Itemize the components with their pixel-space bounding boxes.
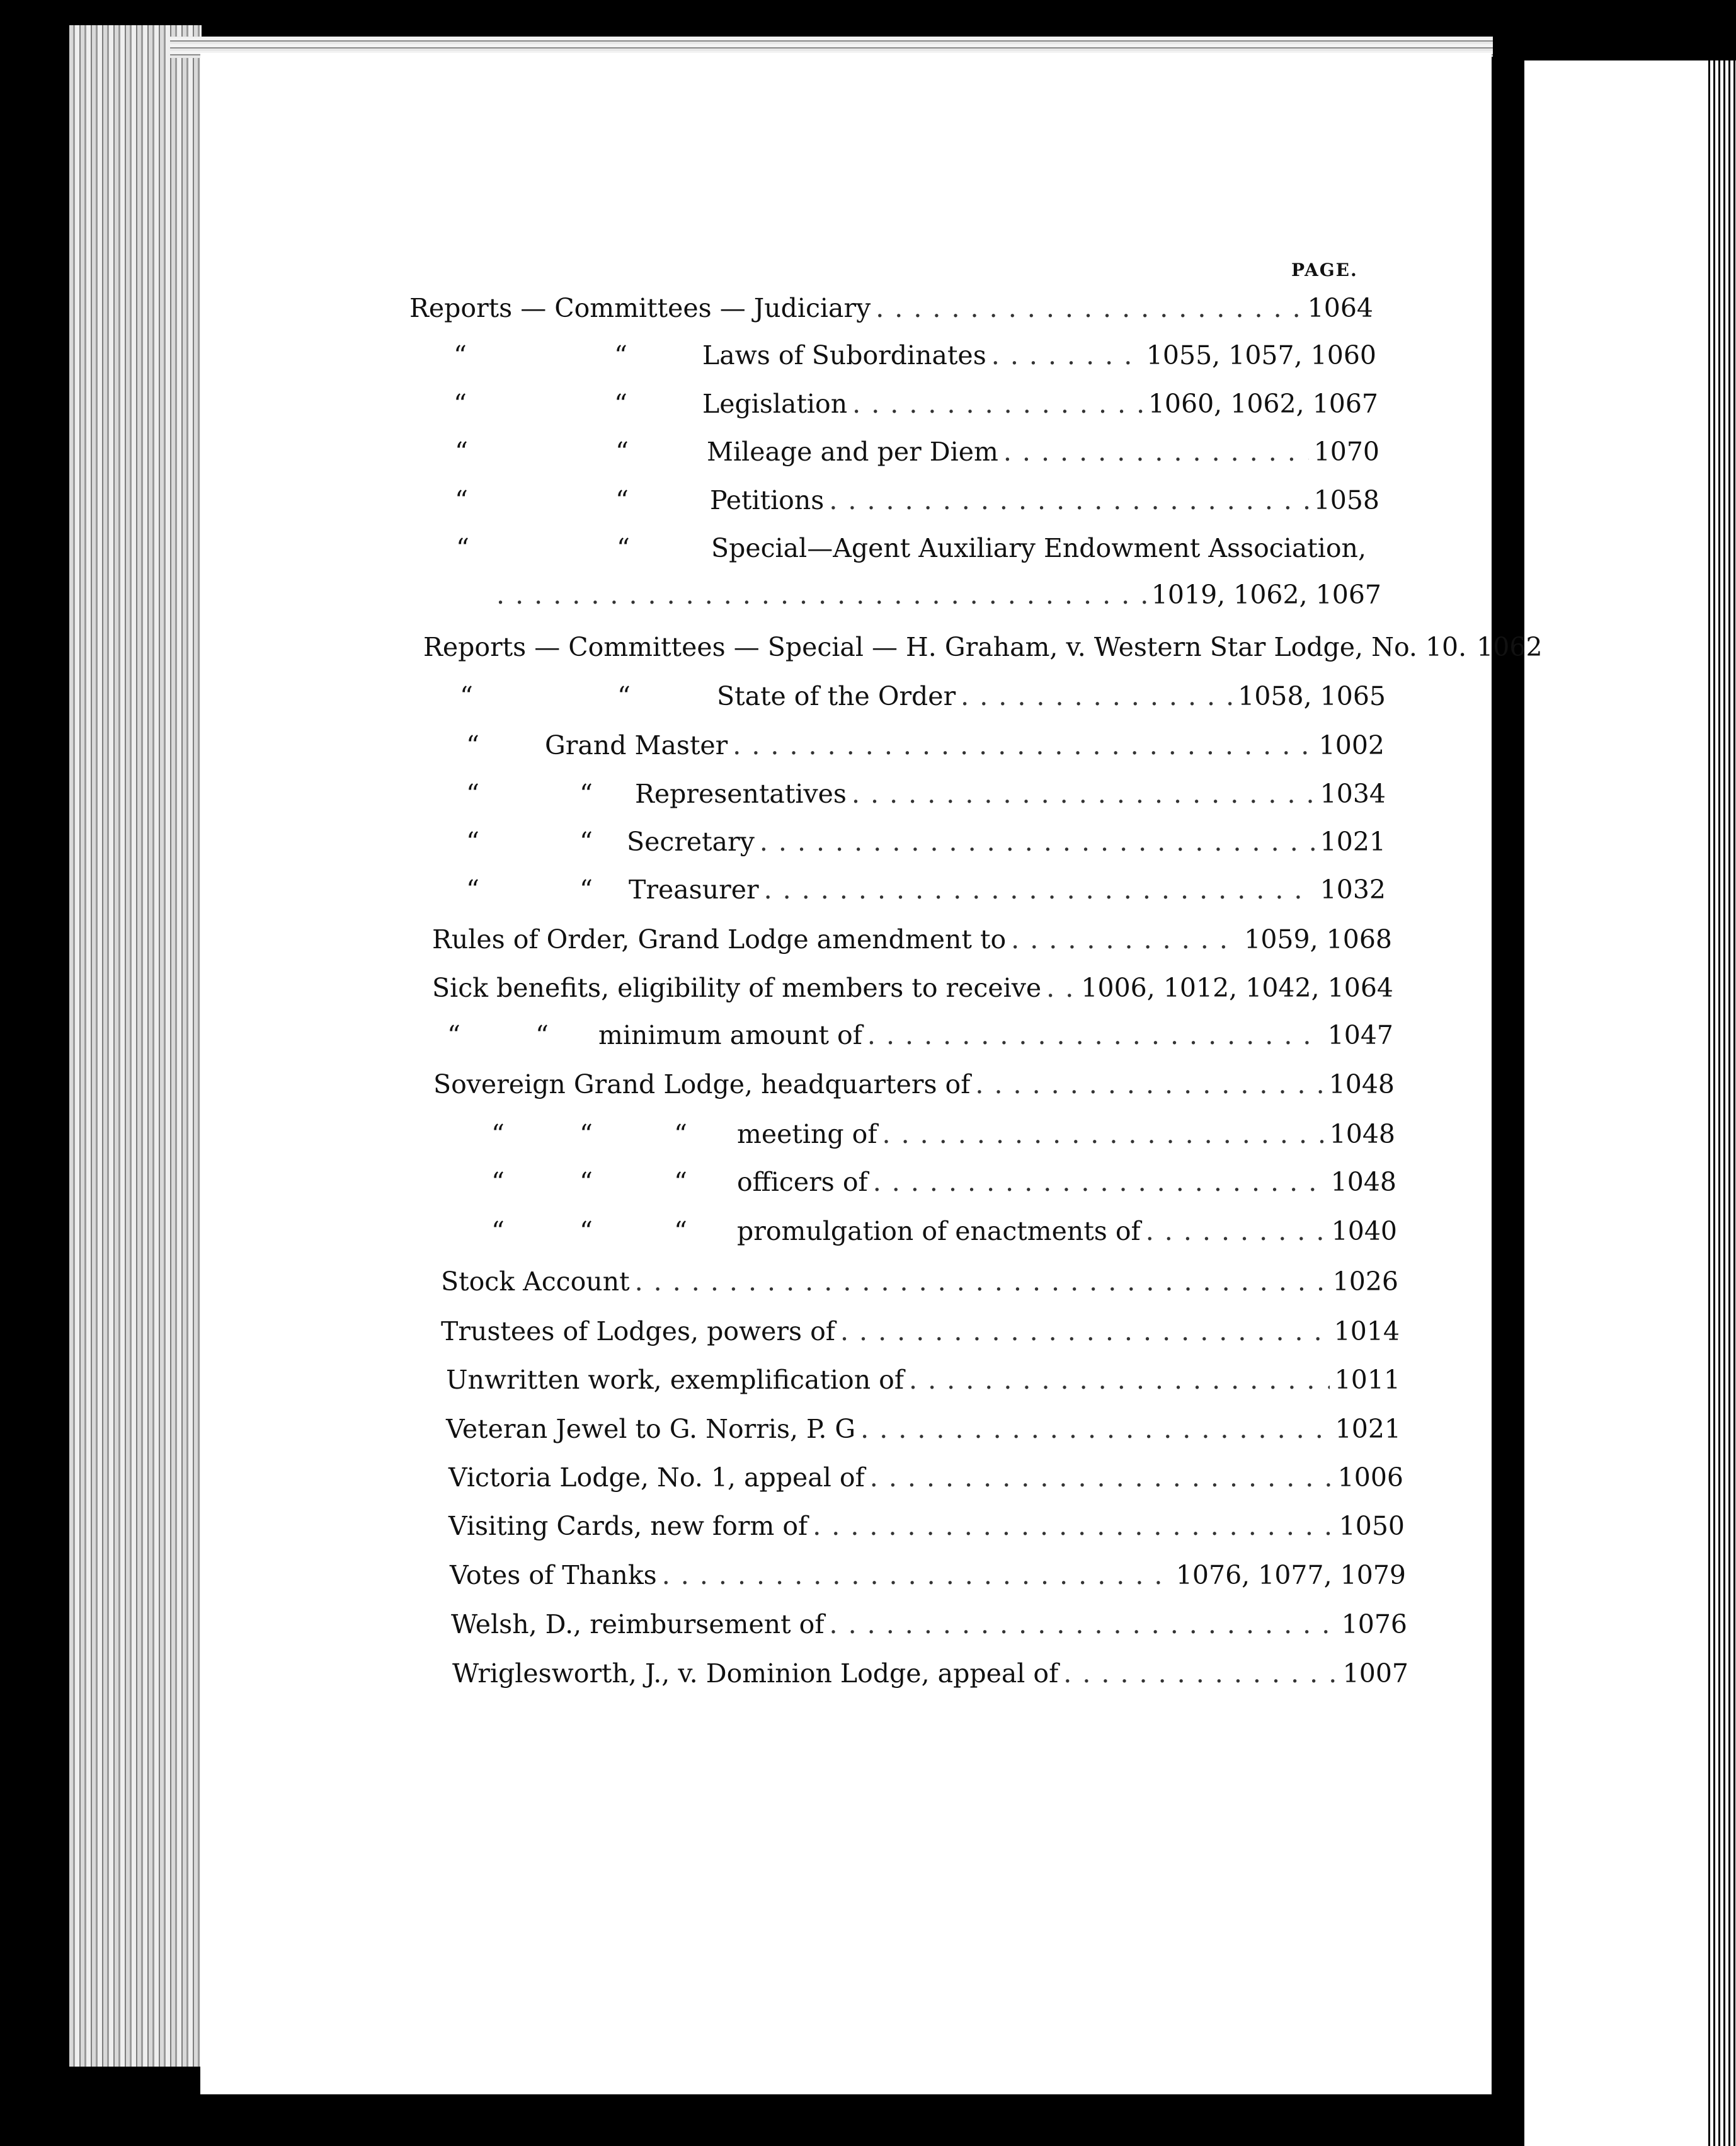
- index-entry: [454, 340, 1376, 373]
- index-entry: [460, 681, 1386, 714]
- page-numbers: 1048: [1330, 1167, 1396, 1197]
- entry-heading: Victoria Lodge, No. 1, appeal of: [448, 1462, 865, 1493]
- page-numbers: 1011: [1334, 1365, 1400, 1395]
- entry-heading: Rules of Order, Grand Lodge amendment to: [432, 924, 1007, 955]
- index-entry: [423, 632, 1543, 665]
- index-entry: [454, 389, 1378, 422]
- dot-leader: [760, 827, 1315, 857]
- ditto-mark: “: [617, 533, 630, 563]
- entry-heading: Special—Agent Auxiliary Endowment Association,: [711, 533, 1366, 563]
- dot-leader: [852, 779, 1315, 809]
- ditto-mark: “: [617, 681, 631, 711]
- ditto-mark: “: [455, 485, 468, 515]
- page-numbers: 1064: [1307, 293, 1373, 323]
- ditto-mark: “: [674, 1119, 687, 1149]
- entry-heading: Reports — Committees — Special — H. Graham, v. Western Star Lodge, No. 10.: [423, 632, 1467, 662]
- ditto-mark: “: [615, 437, 629, 467]
- dot-leader: [860, 1414, 1330, 1444]
- facing-page: [1524, 60, 1736, 2146]
- index-entry: [466, 875, 1386, 907]
- entry-heading: Wriglesworth, J., v. Dominion Lodge, appeal of: [452, 1658, 1059, 1689]
- page-numbers: 1026: [1332, 1266, 1398, 1297]
- dot-leader: [882, 1119, 1325, 1149]
- ditto-mark: “: [614, 340, 627, 370]
- index-entry: [450, 1560, 1406, 1593]
- ditto-mark: “: [674, 1167, 687, 1197]
- index-entry: [452, 1658, 1408, 1691]
- page-numbers: 1048: [1328, 1069, 1395, 1099]
- page-numbers: 1048: [1329, 1119, 1395, 1149]
- entry-heading: Reports — Committees — Judiciary: [409, 293, 871, 323]
- index-entry: [451, 1609, 1407, 1642]
- dot-leader: [991, 340, 1141, 370]
- entry-heading: Sick benefits, eligibility of members to receive: [432, 973, 1042, 1003]
- ditto-mark: “: [580, 1119, 593, 1149]
- ditto-mark: “: [466, 779, 479, 809]
- dot-leader: [764, 875, 1315, 905]
- index-entry: [446, 1365, 1400, 1397]
- dot-leader: [830, 1609, 1337, 1639]
- index-entry: [455, 485, 1379, 518]
- index-entry: [441, 1316, 1400, 1349]
- book-page-edges: [69, 25, 202, 2067]
- ditto-mark: “: [491, 1119, 505, 1149]
- ditto-mark: “: [447, 1020, 460, 1050]
- dot-leader: [1146, 1216, 1327, 1246]
- dot-leader: [1063, 1658, 1337, 1689]
- page-numbers: 1006, 1012, 1042, 1064: [1081, 973, 1393, 1003]
- dot-leader: [1011, 924, 1239, 955]
- dot-leader: [829, 485, 1308, 515]
- dot-leader: [873, 1167, 1326, 1197]
- page-numbers: 1058, 1065: [1238, 681, 1386, 711]
- entry-heading: Grand Master: [545, 730, 728, 760]
- ditto-mark: “: [674, 1216, 687, 1246]
- dot-leader: [852, 389, 1143, 419]
- dot-leader: [840, 1316, 1329, 1346]
- page-numbers: 1060, 1062, 1067: [1148, 389, 1378, 419]
- index-entry: [448, 1462, 1403, 1495]
- index-entry: [456, 533, 1366, 566]
- page-numbers: 1059, 1068: [1244, 924, 1392, 955]
- page-numbers: 1076, 1077, 1079: [1175, 1560, 1406, 1590]
- entry-heading: State of the Order: [717, 681, 956, 711]
- ditto-mark: “: [580, 1167, 593, 1197]
- index-entry: [491, 1167, 1396, 1200]
- index-entry: [466, 779, 1386, 812]
- index-entry: [491, 1119, 1395, 1152]
- entry-heading: minimum amount of: [598, 1020, 862, 1050]
- page-column-header: PAGE.: [1291, 260, 1358, 280]
- dot-leader: [909, 1365, 1330, 1395]
- dot-leader: [662, 1560, 1171, 1590]
- ditto-mark: “: [466, 730, 479, 760]
- ditto-mark: “: [456, 533, 469, 563]
- dot-leader: [975, 1069, 1323, 1099]
- ditto-mark: “: [580, 875, 593, 905]
- page-numbers: 1032: [1320, 875, 1386, 905]
- page-numbers: 1021: [1335, 1414, 1401, 1444]
- index-entry: [448, 1511, 1405, 1544]
- entry-heading: Visiting Cards, new form of: [448, 1511, 808, 1541]
- index-entry: [491, 580, 1381, 612]
- index-entry: [455, 437, 1379, 469]
- facing-page-edge: [1708, 60, 1736, 2146]
- page-numbers: 1019, 1062, 1067: [1151, 580, 1381, 610]
- index-entry: [491, 1216, 1397, 1249]
- entry-heading: Votes of Thanks: [450, 1560, 657, 1590]
- index-entry: [432, 924, 1392, 957]
- index-entry: [447, 1020, 1393, 1053]
- entry-heading: Stock Account: [441, 1266, 630, 1297]
- index-entry: [466, 827, 1386, 859]
- page-numbers: 1002: [1318, 730, 1385, 760]
- entry-heading: promulgation of enactments of: [737, 1216, 1141, 1246]
- page-numbers: 1050: [1339, 1511, 1405, 1541]
- index-entry: [441, 1266, 1398, 1299]
- dot-leader: [876, 293, 1302, 323]
- ditto-mark: “: [535, 1020, 549, 1050]
- ditto-mark: “: [454, 340, 467, 370]
- book-gutter: [1492, 57, 1522, 2136]
- ditto-mark: “: [460, 681, 473, 711]
- dot-leader: [496, 580, 1146, 610]
- page-numbers: 1062: [1476, 632, 1543, 662]
- dot-leader: [635, 1266, 1328, 1297]
- entry-heading: Secretary: [627, 827, 755, 857]
- entry-heading: Unwritten work, exemplification of: [446, 1365, 905, 1395]
- dot-leader: [733, 730, 1313, 760]
- page-numbers: 1055, 1057, 1060: [1146, 340, 1376, 370]
- index-entry: [446, 1414, 1401, 1447]
- ditto-mark: “: [491, 1167, 505, 1197]
- page-numbers: 1006: [1337, 1462, 1403, 1493]
- page-numbers: 1021: [1320, 827, 1386, 857]
- entry-heading: Sovereign Grand Lodge, headquarters of: [433, 1069, 971, 1099]
- ditto-mark: “: [466, 875, 479, 905]
- ditto-mark: “: [580, 827, 593, 857]
- page-numbers: 1007: [1342, 1658, 1408, 1689]
- page-numbers: 1058: [1313, 485, 1379, 515]
- entry-heading: Mileage and per Diem: [707, 437, 998, 467]
- dot-leader: [870, 1462, 1333, 1493]
- index-entry: [466, 730, 1385, 763]
- ditto-mark: “: [454, 389, 467, 419]
- page-numbers: 1034: [1320, 779, 1386, 809]
- index-entry: [433, 1069, 1395, 1102]
- dot-leader: [813, 1511, 1333, 1541]
- entry-heading: Trustees of Lodges, powers of: [441, 1316, 835, 1346]
- entry-heading: Laws of Subordinates: [702, 340, 986, 370]
- ditto-mark: “: [466, 827, 479, 857]
- ditto-mark: “: [615, 485, 629, 515]
- index-entry: [432, 973, 1393, 1006]
- entry-heading: Representatives: [635, 779, 847, 809]
- ditto-mark: “: [455, 437, 468, 467]
- ditto-mark: “: [580, 779, 593, 809]
- ditto-mark: “: [614, 389, 627, 419]
- dot-leader: [961, 681, 1233, 711]
- page-numbers: 1014: [1333, 1316, 1400, 1346]
- entry-heading: Petitions: [710, 485, 825, 515]
- entry-heading: officers of: [737, 1167, 868, 1197]
- entry-heading: Veteran Jewel to G. Norris, P. G: [446, 1414, 856, 1444]
- ditto-mark: “: [491, 1216, 505, 1246]
- entry-heading: meeting of: [737, 1119, 877, 1149]
- page-numbers: 1040: [1331, 1216, 1397, 1246]
- dot-leader: [867, 1020, 1323, 1050]
- ditto-mark: “: [580, 1216, 593, 1246]
- page-numbers: 1047: [1327, 1020, 1393, 1050]
- dot-leader: [1003, 437, 1309, 467]
- page-numbers: 1070: [1313, 437, 1379, 467]
- entry-heading: Legislation: [702, 389, 848, 419]
- page-numbers: 1076: [1341, 1609, 1407, 1639]
- entry-heading: Treasurer: [629, 875, 759, 905]
- entry-heading: Welsh, D., reimbursement of: [451, 1609, 825, 1639]
- dot-leader: [1046, 973, 1076, 1003]
- index-entry: [409, 293, 1373, 326]
